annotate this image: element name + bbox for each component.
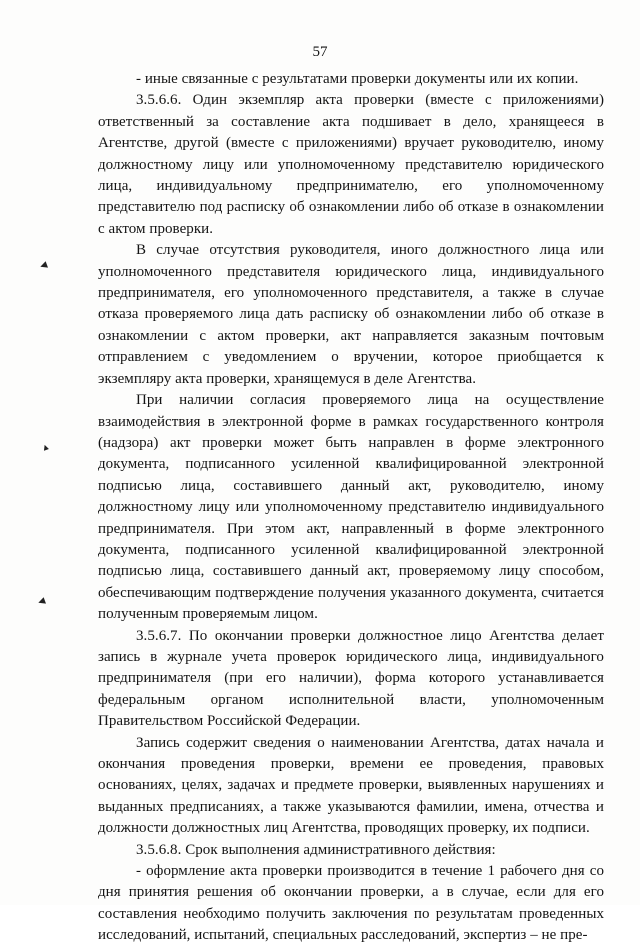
paragraph: - иные связанные с результатами проверки документы или их копии. (136, 71, 579, 87)
page-number: 57 (312, 44, 328, 60)
paragraph: 3.5.6.7. По окончании проверки должностное лицо Агентства делает запись в журнале учета проверок юридического лица, индивидуального предпринимателя (при его наличии), форма которого устанавливается федеральным органом исполнительной власти, уполномоченным Правительством Российской Федерации. (98, 627, 604, 730)
paragraph: В случае отсутствия руководителя, иного должностного лица или уполномоченного представителя юридического лица, индивидуального предпринимателя, его уполномоченного представителя, а также в случае отказа проверяемого лица дать расписку об ознакомлении либо об отказе в ознакомлении с актом проверки, акт направляется заказным почтовым отправлением с уведомлением о вручении, которое приобщается к экземпляру акта проверки, хранящемуся в деле Агентства. (98, 242, 604, 387)
paragraph: При наличии согласия проверяемого лица на осуществление взаимодействия в электронной форме в рамках государственного контроля (надзора) акт проверки может быть направлен в форме электронного документа, подписанного усиленной квалифицированной электронной подписью лица, составившего данный акт, руководителю, иному должностному лицу или уполномоченному представителю индивидуального предпринимателя. При этом акт, направленный в форме электронного документа, подписанного усиленной квалифицированной электронной подписью лица, составившего данный акт, проверяемому лицу способом, обеспечивающим подтверждение получения указанного документа, считается полученным проверяемым лицом. (98, 392, 604, 623)
scan-speck: ◀ (36, 595, 47, 607)
paragraph: 3.5.6.6. Один экземпляр акта проверки (вместе с приложениями) ответственный за составление акта подшивает в дело, хранящееся в Агентстве, другой (вместе с приложениями) вручает руководителю, иному должностному лицу или уполномоченному представителю юридического лица, индивидуальному предпринимателю, его уполномоченному представителю под расписку об ознакомлении либо об отказе в ознакомлении с актом проверки. (98, 92, 604, 237)
paragraph: 3.5.6.8. Срок выполнения административного действия: (136, 841, 496, 858)
scan-speck: ◀ (38, 259, 49, 271)
scan-speck: ▲ (39, 440, 52, 454)
paragraph: - оформление акта проверки производится в течение 1 рабочего дня со дня принятия решения об окончании проверки, а в случае, если для его составления необходимо получить заключения по результатам проведенных исследований, испытаний, специальных расследований, экспертиз – не пре- (98, 863, 604, 944)
paragraph: Запись содержит сведения о наименовании Агентства, датах начала и окончания проведения проверки, времени ее проведения, правовых основаниях, целях, задачах и предмете проверки, выявленных нарушениях и выданных предписаниях, а также указываются фамилии, имена, отчества и должности должностных лиц Агентства, проводящих проверку, их подписи. (98, 734, 604, 837)
document-body (98, 69, 604, 947)
